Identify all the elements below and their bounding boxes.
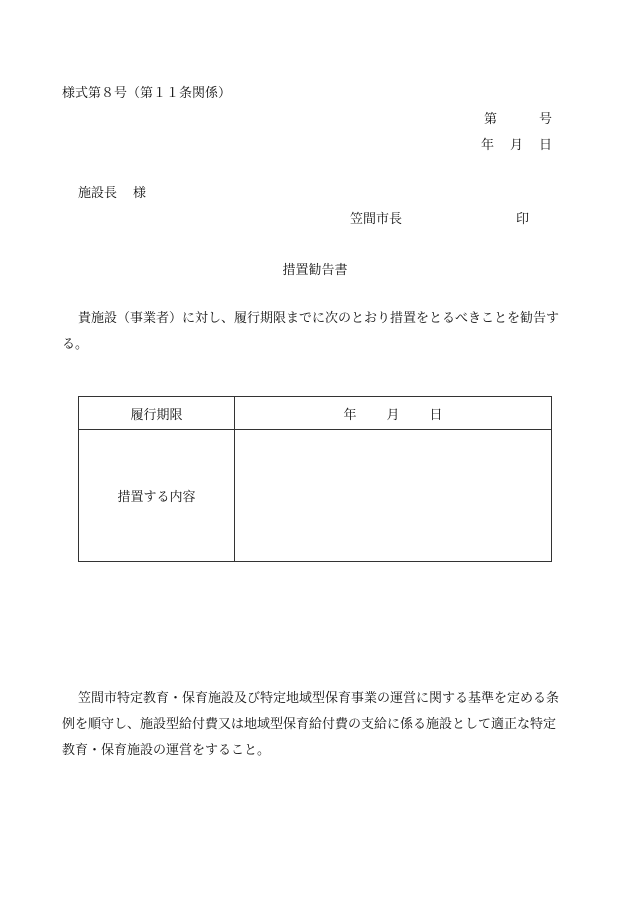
- form-number: 様式第８号（第１１条関係）: [62, 86, 232, 101]
- content-label: 措置する内容: [79, 430, 235, 562]
- deadline-day: 日: [429, 407, 443, 423]
- table-row-content: [79, 430, 552, 562]
- recommendation-body: 貴施設（事業者）に対し、履行期限までに次のとおり措置をとるべきことを勧告する。: [62, 311, 560, 352]
- date-day: 日: [538, 138, 552, 153]
- addressee: [78, 182, 146, 201]
- document-title: 措置勧告書: [282, 263, 348, 278]
- sender: [350, 208, 529, 227]
- document-date: [481, 134, 552, 153]
- content-value: [235, 430, 552, 562]
- document-number: [484, 108, 552, 127]
- footer-condition: 笠間市特定教育・保育施設及び特定地域型保育事業の運営に関する基準を定める条例を順守し、施設型給付費又は地域型保育給付費の支給に係る施設として適正な特定教育・保育施設の運営をすること。: [62, 691, 560, 758]
- addressee-name: 施設長: [78, 186, 118, 201]
- addressee-honorific: 様: [133, 186, 147, 201]
- document-number-suffix: 号: [538, 112, 552, 127]
- sender-name: 笠間市長: [350, 212, 403, 227]
- deadline-month: 月: [386, 407, 400, 423]
- deadline-year: 年: [343, 407, 357, 423]
- deadline-value: [235, 397, 552, 430]
- table-row-deadline: [79, 397, 552, 430]
- measure-table: [78, 396, 552, 562]
- document-number-prefix: 第: [483, 112, 497, 127]
- seal-mark: 印: [516, 212, 530, 227]
- deadline-label: 履行期限: [79, 397, 235, 430]
- date-month: 月: [509, 138, 523, 153]
- date-year: 年: [480, 138, 494, 153]
